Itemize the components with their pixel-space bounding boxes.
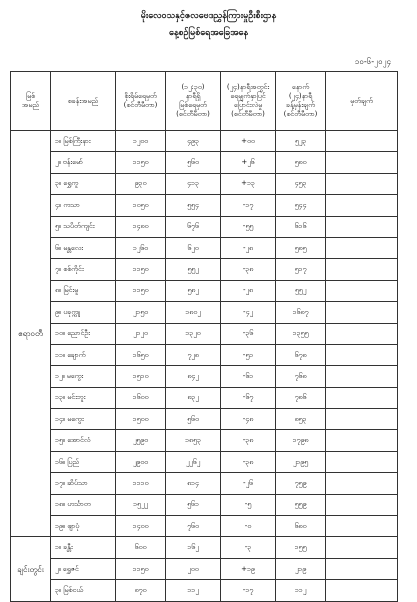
value-cell: ၄၅၃ — [276, 173, 326, 194]
value-cell: ၁၅၅ — [276, 537, 326, 558]
remarks-cell — [326, 473, 398, 494]
value-cell: ၈၁၄ — [166, 473, 221, 494]
department-title: မိုးလေဝသနှင့်ဇလဗေဒညွှန်ကြားမှုဦးစီးဌာန — [140, 11, 277, 21]
value-cell: ၆၇၈ — [276, 344, 326, 365]
value-cell: ၇၆၀ — [166, 516, 221, 537]
value-cell: ၂၁၉၅ — [276, 451, 326, 472]
value-cell: ၅၈၀ — [276, 152, 326, 173]
value-cell: ၂၉၀၀ — [116, 451, 166, 472]
remarks-cell — [326, 195, 398, 216]
value-cell: ၅၁၇ — [276, 259, 326, 280]
table-row — [11, 451, 398, 472]
station-name-cell: ၁၁။ ချောက် — [51, 344, 116, 365]
value-cell: ၂၀၀ — [166, 558, 221, 579]
value-cell: ၁၁၅၀ — [116, 152, 166, 173]
value-cell: ၁၁၂ — [166, 580, 221, 601]
value-cell: ၁၁၅၀ — [116, 558, 166, 579]
river-name-cell: ဧရာဝတီ — [11, 131, 51, 537]
remarks-cell — [326, 494, 398, 515]
value-cell: -၆၇ — [221, 387, 276, 408]
station-name-cell: ၇။ စစ်ကိုင်း — [51, 259, 116, 280]
station-name-cell: ၁၄။ မကွေး — [51, 409, 116, 430]
remarks-cell — [326, 131, 398, 152]
value-cell: ၆၈၀ — [276, 516, 326, 537]
value-cell: -၃၆ — [221, 323, 276, 344]
column-header: နောက် (၂၄)နာရီ ခန့်မှန်းချက် (စင်တီမီတာ) — [276, 72, 326, 131]
value-cell: -၅၁ — [221, 344, 276, 365]
remarks-cell — [326, 344, 398, 365]
value-cell: ၁၆၈၇ — [276, 302, 326, 323]
table-row — [11, 473, 398, 494]
value-cell: ၁၁၅၀ — [116, 280, 166, 301]
value-cell: ၆၇၆ — [166, 216, 221, 237]
table-row — [11, 195, 398, 216]
table-row — [11, 173, 398, 194]
value-cell: ၁၅၂၂ — [116, 494, 166, 515]
table-row — [11, 302, 398, 323]
value-cell: ၁၃၅၅ — [276, 323, 326, 344]
value-cell: ၂၅၉၀ — [116, 430, 166, 451]
value-cell: ၁၄၈၀ — [116, 216, 166, 237]
value-cell: +၀၀ — [221, 131, 276, 152]
table-row — [11, 494, 398, 515]
value-cell: ၁၂၀၀ — [116, 131, 166, 152]
table-row — [11, 280, 398, 301]
value-cell: ၅၈၂ — [166, 280, 221, 301]
value-cell: -၃ — [221, 537, 276, 558]
value-cell: ၁၆၅၀ — [116, 344, 166, 365]
value-cell: ၄၉၃ — [166, 131, 221, 152]
value-cell: ၁၅၀၀ — [116, 409, 166, 430]
value-cell: ၁၆၀၀ — [116, 387, 166, 408]
value-cell: ၂၂၆၂ — [166, 451, 221, 472]
value-cell: -၃၈ — [221, 451, 276, 472]
report-title: နေ့စဉ်မြစ်ရေအခြေအနေ — [168, 28, 249, 38]
value-cell: -၁၇ — [221, 580, 276, 601]
column-header: (၂၄)နာရီအတွင်း ရေမျက်နှာပြင် ပြောင်းလဲမှု (စင်တီမီတာ) — [221, 72, 276, 131]
value-cell: -၀ — [221, 516, 276, 537]
station-name-cell: ၂။ ဗန်းမော် — [51, 152, 116, 173]
value-cell: ၁၄၀၀ — [116, 516, 166, 537]
report-date: ၁၀-၆-၂၀၂၄ — [354, 57, 391, 66]
station-name-cell: ၁၀။ ညောင်ဦး — [51, 323, 116, 344]
value-cell: -၅၅ — [221, 216, 276, 237]
station-name-cell: ၁၃။ မင်းဘူး — [51, 387, 116, 408]
value-cell: ၇၈၆ — [276, 387, 326, 408]
remarks-cell — [326, 302, 398, 323]
station-name-cell: ၁။ ခန္တီး — [51, 537, 116, 558]
station-name-cell: ၁၈။ ဟင်္သာတ — [51, 494, 116, 515]
value-cell: ၅၄၄ — [276, 195, 326, 216]
value-cell: -၃၈ — [221, 430, 276, 451]
value-cell: ၆၀၀ — [116, 537, 166, 558]
value-cell: ၈၇၀ — [116, 580, 166, 601]
table-row — [11, 344, 398, 365]
station-name-cell: ၃။ မြစ်ငယ် — [51, 580, 116, 601]
table-header-row — [11, 72, 398, 131]
value-cell: ၂၁၂၀ — [116, 323, 166, 344]
value-cell: ၅၅၉ — [276, 494, 326, 515]
remarks-cell — [326, 237, 398, 258]
value-cell: ၅၅၂ — [166, 259, 221, 280]
station-name-cell: ၅။ သပိတ်ကျင်း — [51, 216, 116, 237]
value-cell: ၁၈၅၃ — [166, 430, 221, 451]
value-cell: ၇၂၈ — [166, 344, 221, 365]
value-cell: ၅၈၅ — [276, 237, 326, 258]
value-cell: ၁၅၁၀ — [116, 366, 166, 387]
table-row — [11, 131, 398, 152]
table-row — [11, 366, 398, 387]
remarks-cell — [326, 366, 398, 387]
station-name-cell: ၁၂။ မကွေး — [51, 366, 116, 387]
station-name-cell: ၂။ ရွှေဇင် — [51, 558, 116, 579]
value-cell: -၅ — [221, 494, 276, 515]
value-cell: ၅၆၀ — [166, 409, 221, 430]
value-cell: ၁၇၉၈ — [276, 430, 326, 451]
value-cell: -၂၆ — [221, 473, 276, 494]
column-header: မှတ်ချက် — [326, 72, 398, 131]
value-cell: ၂၁၉ — [276, 558, 326, 579]
value-cell: ၁၆၂ — [166, 537, 221, 558]
column-header: (၁၂:၃၀) နာရီရှိ မြစ်ရေမှတ် (စင်တီမီတာ) — [166, 72, 221, 131]
value-cell: ၅၅၂ — [276, 280, 326, 301]
value-cell: -၄၂ — [221, 302, 276, 323]
remarks-cell — [326, 259, 398, 280]
station-name-cell: ၆။ မန္တလေး — [51, 237, 116, 258]
value-cell: ၄၁၃ — [166, 173, 221, 194]
station-name-cell: ၈။ မြင်းမူ — [51, 280, 116, 301]
table-row — [11, 323, 398, 344]
remarks-cell — [326, 409, 398, 430]
value-cell: -၃၈ — [221, 259, 276, 280]
value-cell: -၄၈ — [221, 409, 276, 430]
river-level-table — [10, 71, 398, 602]
value-cell: -၂၈ — [221, 280, 276, 301]
column-header: စခန်းအမည် — [51, 72, 116, 131]
value-cell: +၁၉ — [221, 558, 276, 579]
remarks-cell — [326, 516, 398, 537]
value-cell: ၁၁၅၀ — [116, 259, 166, 280]
value-cell: ၉၃၀ — [116, 173, 166, 194]
station-name-cell: ၁။ မြစ်ကြီးနား — [51, 131, 116, 152]
column-header: မြစ် အမည် — [11, 72, 51, 131]
station-name-cell: ၄။ ကသာ — [51, 195, 116, 216]
station-name-cell: ၁၆။ ပြည် — [51, 451, 116, 472]
table-row — [11, 558, 398, 579]
station-name-cell: ၃။ ရွှေကူ — [51, 173, 116, 194]
remarks-cell — [326, 152, 398, 173]
value-cell: ၅၂၃ — [276, 131, 326, 152]
value-cell: +၁၃ — [221, 173, 276, 194]
table-row — [11, 409, 398, 430]
station-name-cell: ၁၇။ ဆိပ်သာ — [51, 473, 116, 494]
value-cell: ၈၃၂ — [166, 387, 221, 408]
value-cell: ၁၁၁၀ — [116, 473, 166, 494]
remarks-cell — [326, 173, 398, 194]
value-cell: ၆၂၀ — [166, 237, 221, 258]
remarks-cell — [326, 537, 398, 558]
table-row — [11, 237, 398, 258]
table-body — [11, 131, 398, 602]
value-cell: ၁၈၀၂ — [166, 302, 221, 323]
value-cell: ၁၂၆၀ — [116, 237, 166, 258]
remarks-cell — [326, 280, 398, 301]
table-row — [11, 580, 398, 601]
table-row — [11, 537, 398, 558]
value-cell: -၆၁ — [221, 366, 276, 387]
value-cell: ၇၅၉ — [276, 473, 326, 494]
station-name-cell: ၉။ ပခုက္ကူ — [51, 302, 116, 323]
column-header: စိုးရိမ်ရေမှတ် (စင်တီမီတာ) — [116, 72, 166, 131]
remarks-cell — [326, 558, 398, 579]
remarks-cell — [326, 430, 398, 451]
value-cell: ၆၁၆ — [276, 216, 326, 237]
station-name-cell: ၁၅။ အောင်လံ — [51, 430, 116, 451]
value-cell: ၈၅၃ — [276, 409, 326, 430]
value-cell: +၂၆ — [221, 152, 276, 173]
table-row — [11, 430, 398, 451]
remarks-cell — [326, 451, 398, 472]
table-row — [11, 259, 398, 280]
value-cell: ၅၆၀ — [166, 152, 221, 173]
value-cell: ၂၁၅၀ — [116, 302, 166, 323]
station-name-cell: ၁၉။ ဖျာပုံ — [51, 516, 116, 537]
table-row — [11, 516, 398, 537]
value-cell: ၇၆၈ — [276, 366, 326, 387]
value-cell: -၂၈ — [221, 237, 276, 258]
value-cell: ၁၀၅၀ — [116, 195, 166, 216]
river-name-cell: ချင်းတွင်း — [11, 537, 51, 601]
remarks-cell — [326, 216, 398, 237]
table-row — [11, 152, 398, 173]
remarks-cell — [326, 580, 398, 601]
value-cell: ၈၄၂ — [166, 366, 221, 387]
remarks-cell — [326, 323, 398, 344]
value-cell: ၅၅၄ — [166, 195, 221, 216]
remarks-cell — [326, 387, 398, 408]
value-cell: ၁၃၂၀ — [166, 323, 221, 344]
table-row — [11, 216, 398, 237]
value-cell: -၁၇ — [221, 195, 276, 216]
value-cell: ၅၆၁ — [166, 494, 221, 515]
value-cell: ၁၁၂ — [276, 580, 326, 601]
table-row — [11, 387, 398, 408]
